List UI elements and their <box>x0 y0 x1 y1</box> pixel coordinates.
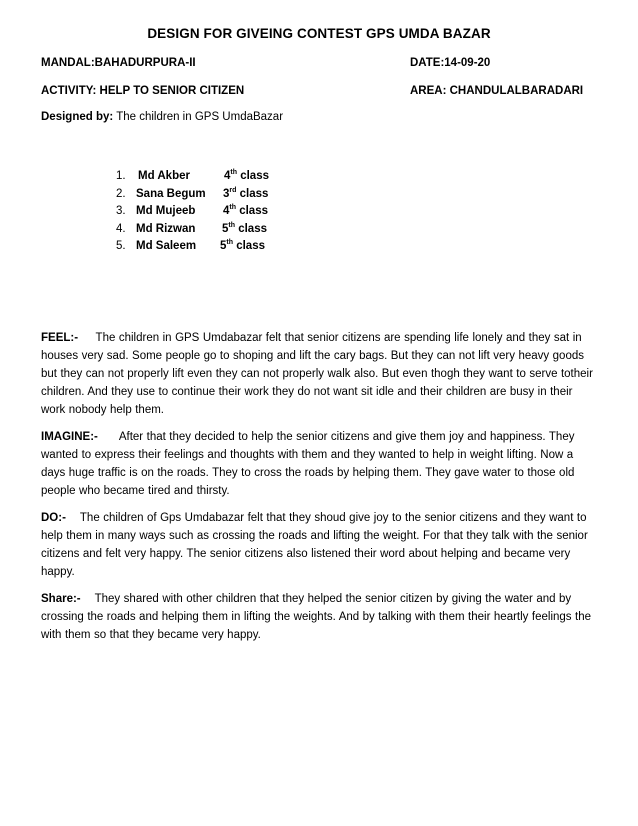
student-name: Sana Begum <box>136 187 206 200</box>
list-item-number: 1. <box>116 170 126 182</box>
list-item-number: 5. <box>116 240 126 253</box>
activity-field: ACTIVITY: HELP TO SENIOR CITIZEN <box>41 85 245 97</box>
student-class: 5th class <box>220 239 265 253</box>
do-text: The children of Gps Umdabazar felt that they shoud give joy to the senior citizens and they want to help them in many ways such as crossing the roads and lifting the weight. For that they talk with the senior citizens and felt very happy. The senior citizens also listened their word about helping and became very happy. <box>41 512 588 578</box>
student-list <box>116 170 296 258</box>
do-label: DO:- <box>41 512 66 524</box>
list-item-number: 4. <box>116 222 126 235</box>
do-section <box>41 509 597 581</box>
share-text: They shared with other children that they helped the senior citizen by giving the water and by crossing the roads and helping them in lifting the weights. And by talking with them their heartly feelings the with them so that they became very happy. <box>41 593 592 641</box>
list-item <box>116 170 296 188</box>
share-section <box>41 590 597 644</box>
student-name: Md Mujeeb <box>136 205 196 218</box>
imagine-label: IMAGINE:- <box>41 431 98 443</box>
document-title: DESIGN FOR GIVEING CONTEST GPS UMDA BAZAR <box>147 26 491 41</box>
list-item-number: 3. <box>116 205 126 218</box>
designed-by-label: Designed by: <box>41 111 114 123</box>
feel-label: FEEL:- <box>41 332 79 344</box>
feel-section <box>41 329 597 419</box>
student-class: 4th class <box>223 204 268 218</box>
list-item <box>116 205 296 223</box>
student-class: 3rd class <box>223 186 269 200</box>
list-item <box>116 223 296 241</box>
area-field: AREA: CHANDULALBARADARI <box>410 85 584 97</box>
designed-by-value: The children in GPS UmdaBazar <box>113 111 284 123</box>
feel-text: The children in GPS Umdabazar felt that senior citizens are spending life lonely and they sat in houses very sad. Some people go to shoping and lift the cary bags. But they can not lift very heavy goods but they can not properly lift even they can not properly walk also. But even thogh they want to serve totheir children. And they use to continue their work they do not want sit idle and their children are busy in their work nobody help them. <box>41 332 593 416</box>
mandal-field: MANDAL:BAHADURPURA-II <box>41 57 196 69</box>
share-label: Share:- <box>41 593 81 605</box>
student-name: Md Rizwan <box>136 222 196 235</box>
list-item-number: 2. <box>116 187 126 200</box>
student-class: 5th class <box>222 221 267 235</box>
student-class: 4th class <box>224 169 269 182</box>
date-field: DATE:14-09-20 <box>410 57 491 69</box>
list-item <box>116 188 296 206</box>
student-name: Md Saleem <box>136 240 197 253</box>
imagine-text: After that they decided to help the senior citizens and give them joy and happiness. They wanted to express their feelings and thoughts with them and they wanted to help in weight lifting. Now a days huge traffic is on the roads. They to cross the roads by helping them. They gave water to those old people who became tired and thirsty. <box>41 431 575 497</box>
list-item <box>116 240 296 258</box>
designed-by-line <box>41 111 283 123</box>
student-name: Md Akber <box>138 170 190 182</box>
imagine-section <box>41 428 597 500</box>
